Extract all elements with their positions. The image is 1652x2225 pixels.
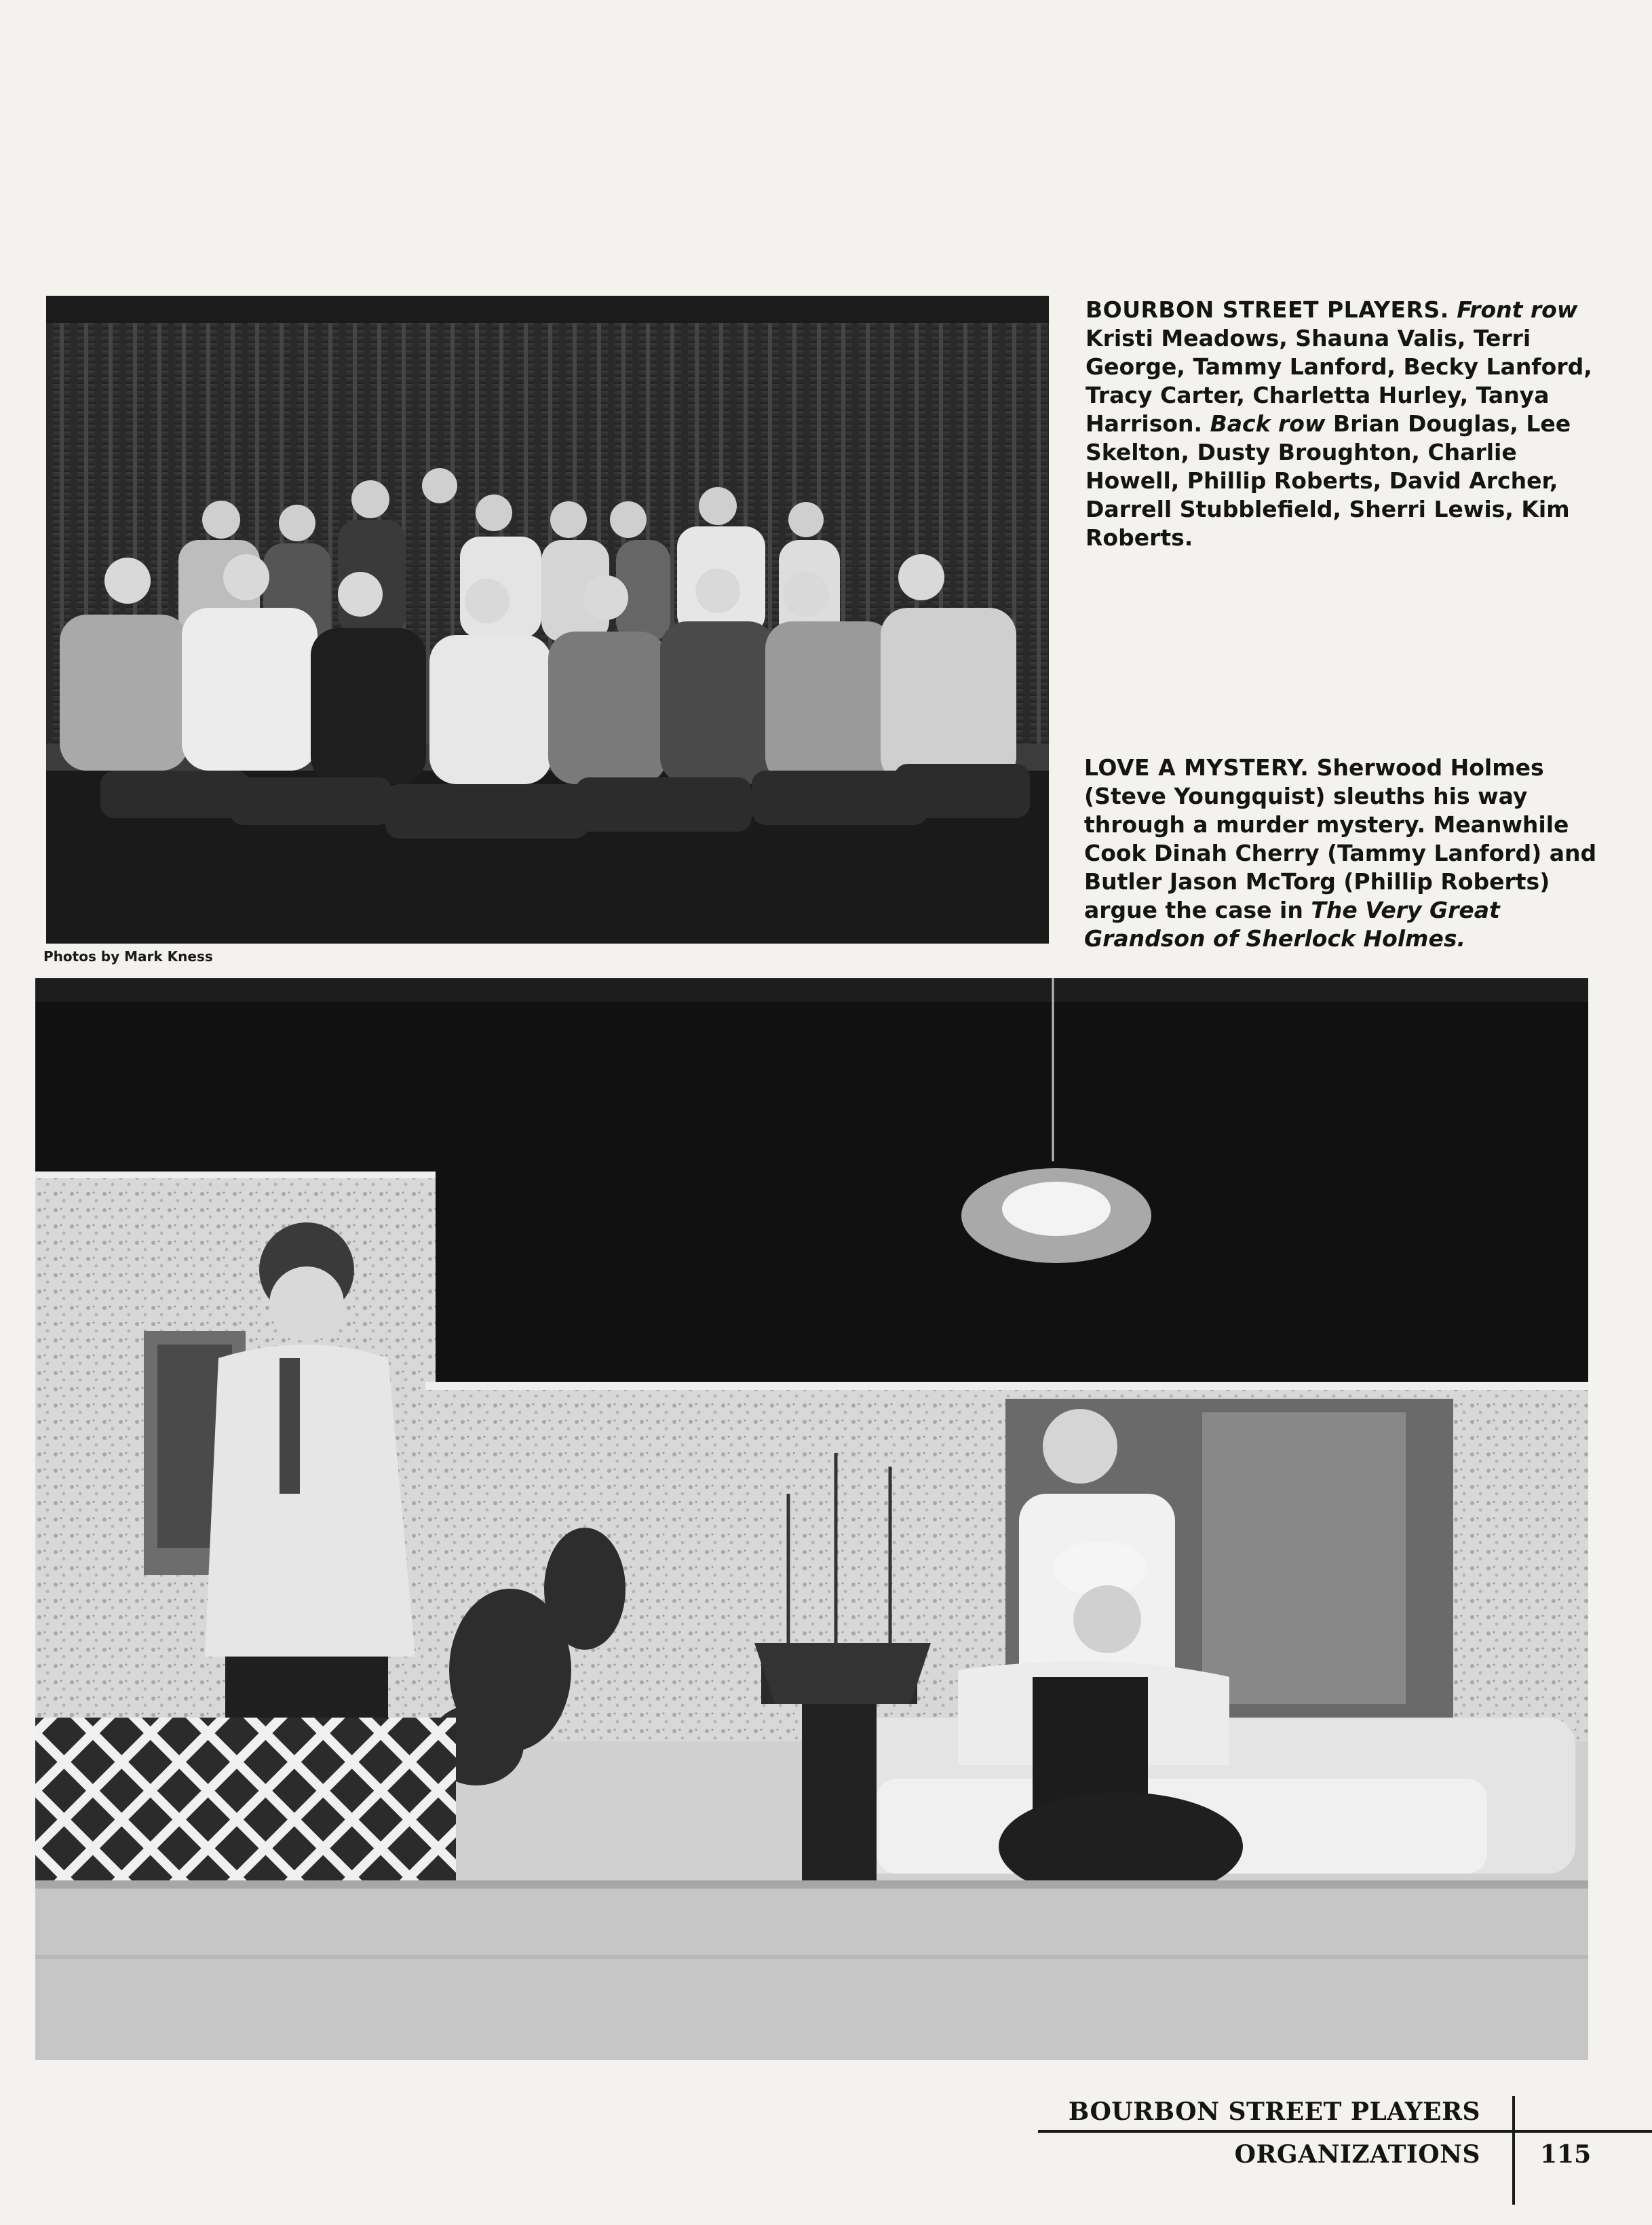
page-number: 115 <box>1540 2140 1592 2169</box>
footer-title: BOURBON STREET PLAYERS <box>1068 2097 1480 2126</box>
footer-rule <box>1038 2130 1652 2133</box>
play-photo <box>35 978 1588 2060</box>
play-caption-heading: LOVE A MYSTERY. <box>1084 754 1309 781</box>
play-caption-text: Sherwood Holmes (Steve Youngquist) sleuths his way through a murder mystery. Meanwhile Cook Dinah Cherry (Tammy Lanford) and Butler Jason McTorg (Phillip Roberts) argue the case in <box>1084 754 1597 923</box>
play-title: The Very Great Grandson of Sherlock Holmes. <box>1084 897 1500 952</box>
footer-section: ORGANIZATIONS <box>1234 2140 1480 2169</box>
back-row-label: Back row <box>1210 410 1326 437</box>
photo-credit: Photos by Mark Kness <box>43 948 213 965</box>
front-row-names: Kristi Meadows, Shauna Valis, Terri George, Tammy Lanford, Becky Lanford, Tracy Carter, Charletta Hurley, Tanya Harrison. <box>1086 325 1592 437</box>
play-photo-caption <box>1084 754 1600 953</box>
group-photo <box>46 296 1049 944</box>
front-row-label: Front row <box>1457 296 1578 323</box>
group-photo-caption <box>1086 296 1601 552</box>
footer-divider <box>1512 2096 1515 2205</box>
group-caption-heading: BOURBON STREET PLAYERS. <box>1086 296 1449 323</box>
back-row-names: Brian Douglas, Lee Skelton, Dusty Broughton, Charlie Howell, Phillip Roberts, David Archer, Darrell Stubblefield, Sherri Lewis, Kim Roberts. <box>1086 410 1571 551</box>
